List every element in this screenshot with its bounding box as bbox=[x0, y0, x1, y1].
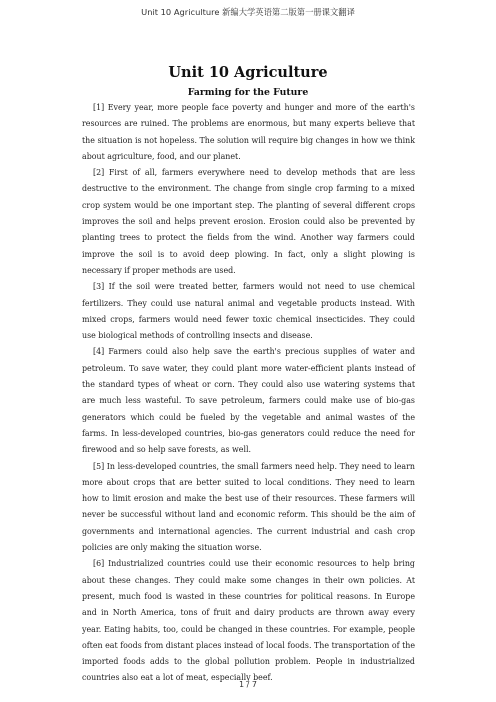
page-number: 1 / 7 bbox=[239, 680, 257, 689]
paragraph-5: [5] In less-developed countries, the small farmers need help. They need to learn more about crops that are better suited to local conditions. They need to learn how to limit erosion and make the best use of their resources. These farmers will never be successful without land and economic reform. This should be the aim of governments and international agencies. The current industrial and cash crop policies are only making the situation worse. bbox=[82, 461, 415, 553]
page-title: Unit 10 Agriculture bbox=[168, 64, 328, 81]
paragraph-4: [4] Farmers could also help save the earth's precious supplies of water and petroleum. To save water, they could plant more water-efficient plants instead of the standard types of wheat or corn. They could also use watering systems that are much less wasteful. To save petroleum, farmers could make use of bio-gas generators which could be fueled by the vegetable and animal wastes of the farms. In less-developed countries, bio-gas generators could reduce the need for firewood and so help save forests, as well. bbox=[82, 347, 415, 455]
article-subtitle: Farming for the Future bbox=[187, 87, 309, 98]
paragraph-2: [2] First of all, farmers everywhere need to develop methods that are less destructive to the environment. The change from single crop farming to a mixed crop system would be one important step. The planting of several different crops improves the soil and helps prevent erosion. Erosion could also be prevented by planting trees to protect the fields from the wind. Another way farmers could improve the soil is to avoid deep plowing. In fact, only a slight plowing is necessary if proper methods are used. bbox=[82, 168, 415, 275]
running-header: Unit 10 Agriculture 新编大学英语第二版第一册课文翻译 bbox=[141, 7, 355, 17]
paragraph-6: [6] Industrialized countries could use their economic resources to help bring about these changes. They could make some changes in their own policies. At present, much food is wasted in these countries for political reasons. In Europe and in North America, tons of fruit and dairy products are thrown away every year. Eating habits, too, could be changed in these countries. For example, people often eat foods from distant places instead of local foods. The transportation of the imported foods adds to the global pollution problem. People in industrialized countries also eat a lot of meat, especially beef. bbox=[82, 559, 415, 683]
paragraph-3: [3] If the soil were treated better, farmers would not need to use chemical fertilizers. They could use natural animal and vegetable products instead. With mixed crops, farmers would need fewer toxic chemical insecticides. They could use biological methods of controlling insects and disease. bbox=[82, 282, 415, 341]
paragraph-1: [1] Every year, more people face poverty and hunger and more of the earth's resources are ruined. The problems are enormous, but many experts believe that the situation is not hopeless. The solution will require big changes in how we think about agriculture, food, and our planet. bbox=[82, 103, 415, 161]
article-body bbox=[82, 100, 415, 687]
